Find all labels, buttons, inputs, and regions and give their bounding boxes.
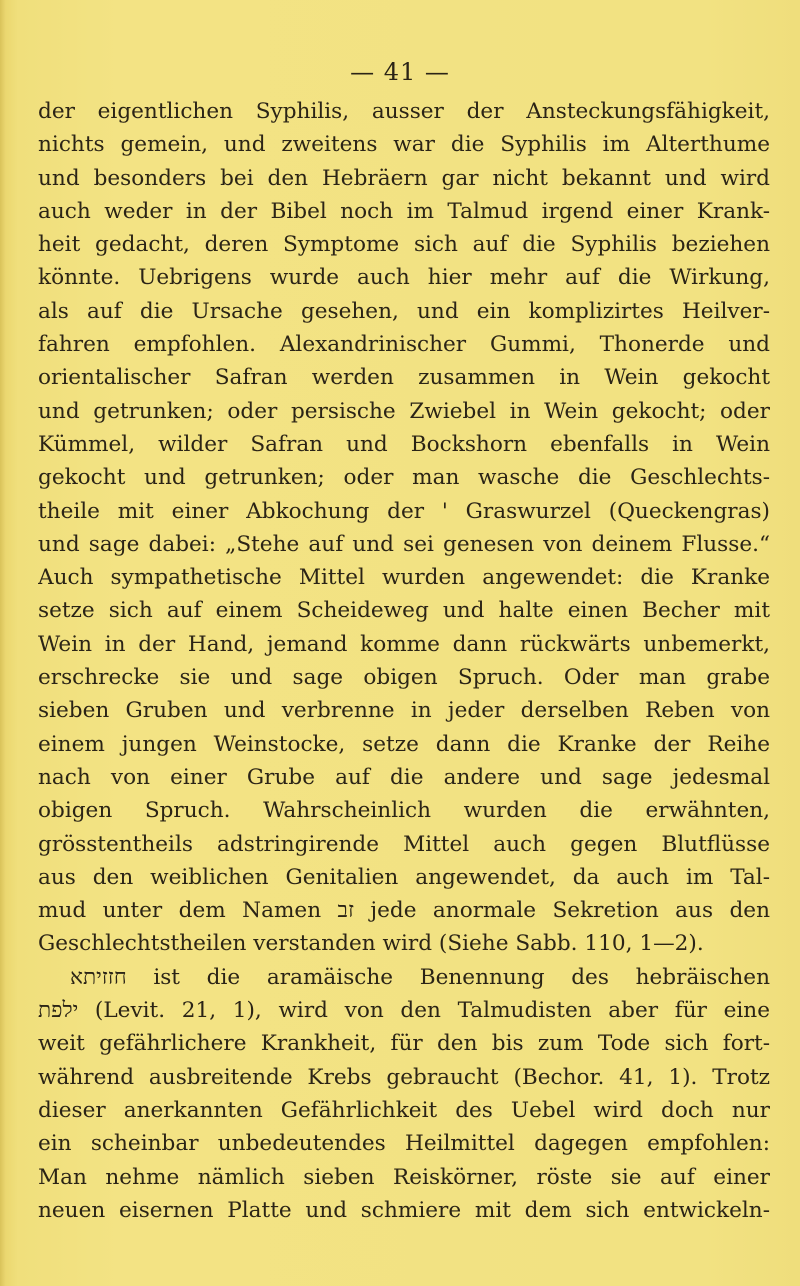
text-line: aus den weiblichen Genitalien angewendet, da auch im Tal- <box>38 864 770 890</box>
text-line: ein scheinbar unbedeutendes Heilmittel dagegen empfohlen: <box>38 1131 770 1157</box>
text-line: חזזיתא ist die aramäische Benennung des hebräischen <box>70 964 770 990</box>
text-line: Man nehme nämlich sieben Reiskörner, röste sie auf einer <box>38 1164 770 1190</box>
text-line: gekocht und getrunken; oder man wasche die Geschlechts- <box>38 465 770 491</box>
text-line: mud unter dem Namen זב jede anormale Sekretion aus den <box>38 898 770 924</box>
text-line: Auch sympathetische Mittel wurden angewendet: die Kranke <box>38 565 770 591</box>
text-line: setze sich auf einem Scheideweg und halte einen Becher mit <box>38 598 770 624</box>
page-number: — 41 — <box>350 58 450 86</box>
text-line: heit gedacht, deren Symptome sich auf die Syphilis beziehen <box>38 232 770 258</box>
text-line: weit gefährlichere Krankheit, für den bis zum Tode sich fort- <box>38 1031 770 1057</box>
text-line: theile mit einer Abkochung der ' Graswurzel (Queckengras) <box>38 498 770 524</box>
text-line: der eigentlichen Syphilis, ausser der Ansteckungsfähigkeit, <box>38 99 770 124</box>
text-line: sieben Gruben und verbrenne in jeder derselben Reben von <box>38 698 770 724</box>
text-line: Geschlechtstheilen verstanden wird (Siehe Sabb. 110, 1—2). <box>38 931 704 957</box>
text-line: nichts gemein, und zweitens war die Syphilis im Alterthume <box>38 132 770 158</box>
page-edge-shadow <box>0 0 6 1286</box>
text-line: erschrecke sie und sage obigen Spruch. Oder man grabe <box>38 665 770 691</box>
text-line: könnte. Uebrigens wurde auch hier mehr auf die Wirkung, <box>38 265 770 291</box>
text-line: auch weder in der Bibel noch im Talmud irgend einer Krank- <box>38 198 770 224</box>
text-line: als auf die Ursache gesehen, und ein komplizirtes Heilver- <box>38 298 770 324</box>
text-line: ילפת (Levit. 21, 1), wird von den Talmudisten aber für eine <box>38 998 770 1024</box>
text-line: und getrunken; oder persische Zwiebel in Wein gekocht; oder <box>38 398 770 424</box>
body-text <box>38 95 770 1227</box>
text-line: grösstentheils adstringirende Mittel auch gegen Blutflüsse <box>38 831 770 857</box>
text-line: orientalischer Safran werden zusammen in Wein gekocht <box>38 365 770 391</box>
text-line: fahren empfohlen. Alexandrinischer Gummi, Thonerde und <box>38 332 770 358</box>
text-line: während ausbreitende Krebs gebraucht (Bechor. 41, 1). Trotz <box>38 1064 770 1090</box>
text-line: und sage dabei: „Stehe auf und sei genesen von deinem Flusse.“ <box>38 531 770 557</box>
text-line: nach von einer Grube auf die andere und sage jedesmal <box>38 764 770 790</box>
text-line: und besonders bei den Hebräern gar nicht bekannt und wird <box>38 165 770 191</box>
text-line: neuen eisernen Platte und schmiere mit dem sich entwickeln- <box>38 1197 770 1223</box>
text-line: Wein in der Hand, jemand komme dann rückwärts unbemerkt, <box>38 631 770 657</box>
text-line: obigen Spruch. Wahrscheinlich wurden die erwähnten, <box>38 798 770 824</box>
text-line: einem jungen Weinstocke, setze dann die Kranke der Reihe <box>38 731 770 757</box>
text-line: Kümmel, wilder Safran und Bockshorn ebenfalls in Wein <box>38 431 770 457</box>
text-line: dieser anerkannten Gefährlichkeit des Uebel wird doch nur <box>38 1097 770 1123</box>
